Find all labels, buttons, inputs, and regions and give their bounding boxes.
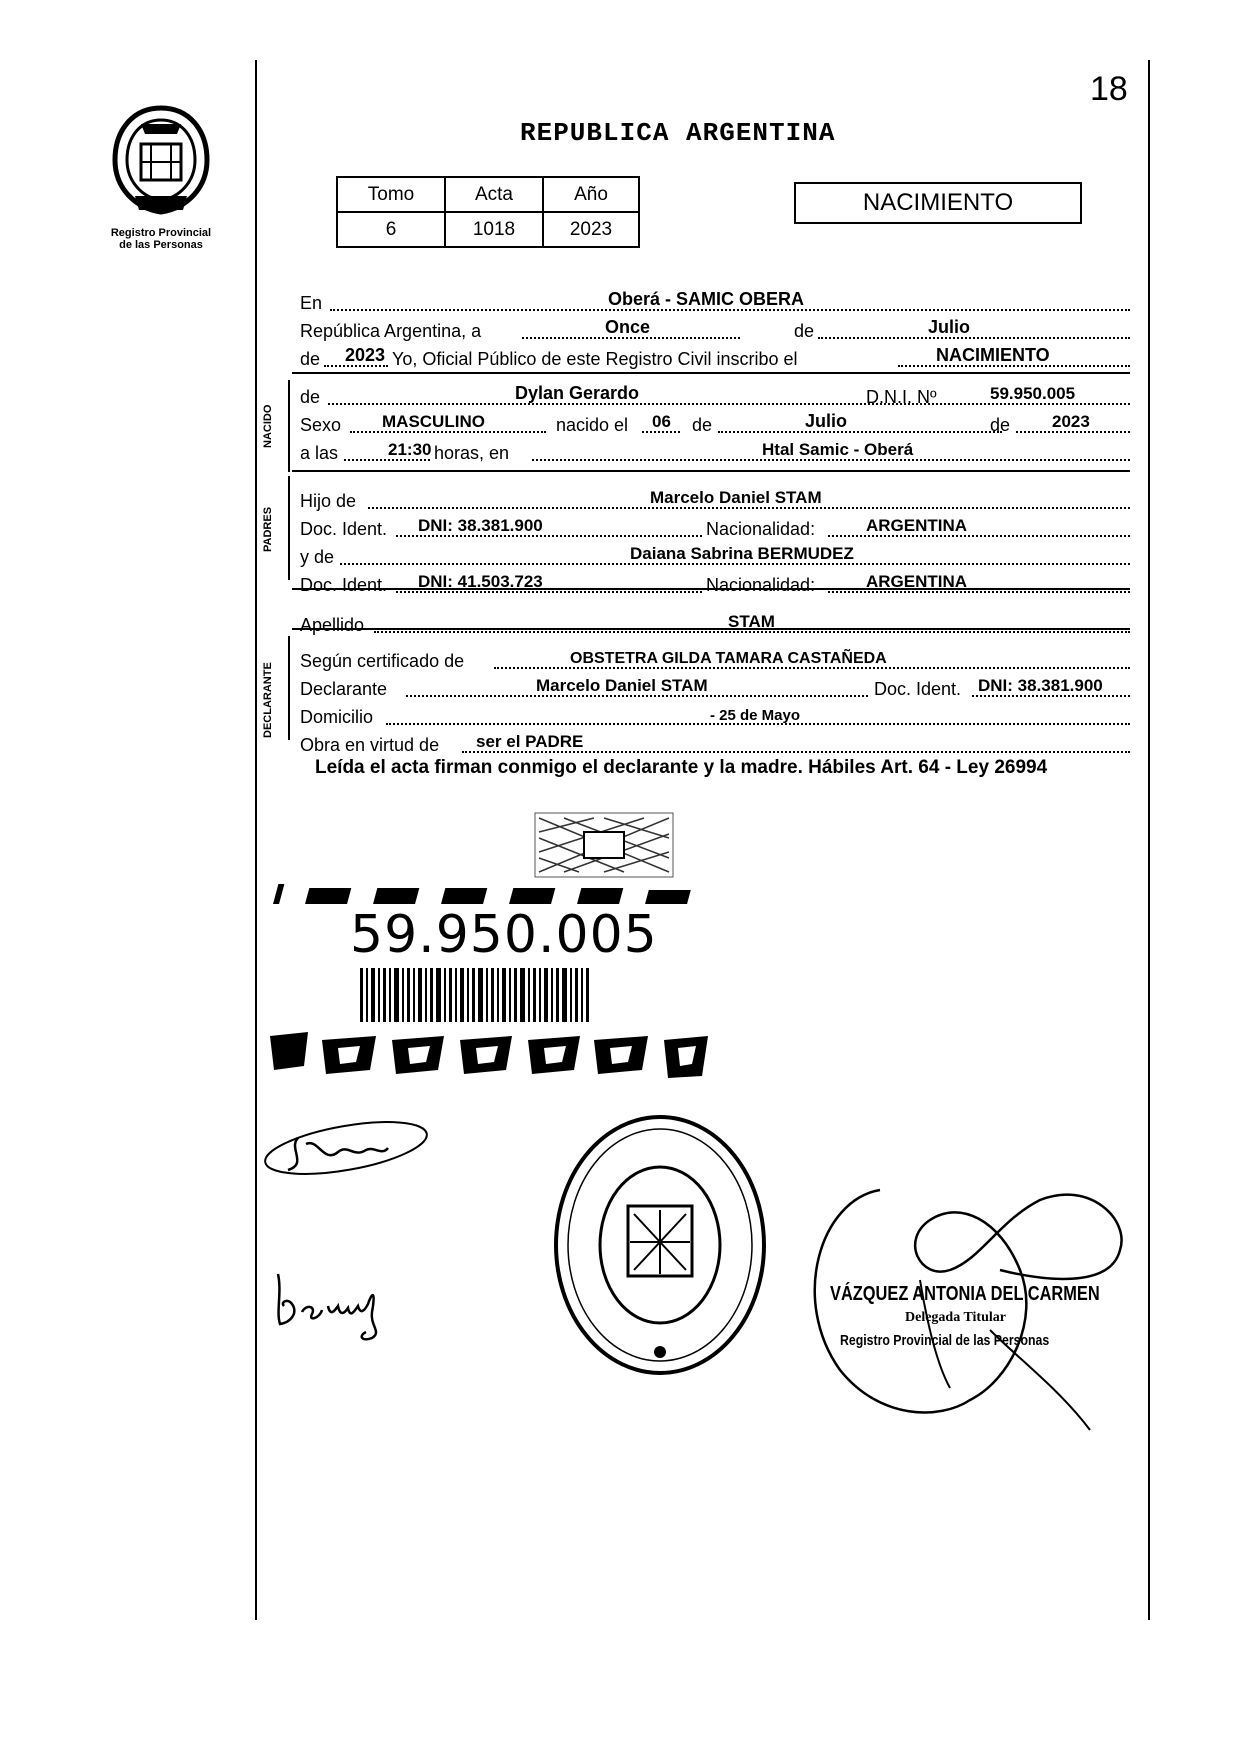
row-hijo-de xyxy=(300,490,1130,512)
header-anio: Año xyxy=(543,177,639,212)
de2-label: de xyxy=(300,349,321,369)
horas-label: horas, en xyxy=(434,443,510,463)
cert-label: Según certificado de xyxy=(300,651,465,671)
official-office: Registro Provincial de las Personas xyxy=(840,1332,1050,1349)
sticker-number: 59.950.005 xyxy=(350,905,658,965)
nacido-de-label: de xyxy=(300,387,321,407)
child-dni: 59.950.005 xyxy=(990,384,1076,403)
value-tomo: 6 xyxy=(337,212,445,247)
apellido-label: Apellido xyxy=(300,615,365,635)
cert-value: OBSTETRA GILDA TAMARA CASTAÑEDA xyxy=(570,650,887,667)
day-value: Once xyxy=(605,317,651,337)
official-role: Delegada Titular xyxy=(905,1310,1006,1325)
birth-month: Julio xyxy=(805,411,848,431)
header-acta: Acta xyxy=(445,177,543,212)
father-doc-label: Doc. Ident. xyxy=(300,519,388,539)
value-anio: 2023 xyxy=(543,212,639,247)
registry-logo xyxy=(96,104,226,251)
coat-of-arms-icon xyxy=(111,104,211,222)
domicilio-label: Domicilio xyxy=(300,707,374,727)
header-tomo: Tomo xyxy=(337,177,445,212)
row-y-de xyxy=(300,546,1130,568)
republica-label: República Argentina, a xyxy=(300,321,482,341)
nacido-de3-label: de xyxy=(990,415,1011,435)
mother-doc: DNI: 41.503.723 xyxy=(418,572,543,591)
de-label: de xyxy=(794,321,815,341)
birth-time: 21:30 xyxy=(388,440,432,459)
mother-signature-icon xyxy=(262,1262,412,1342)
act-type-box: NACIMIENTO xyxy=(794,182,1082,224)
barcode-icon xyxy=(360,968,590,1022)
y-de-label: y de xyxy=(300,547,335,567)
row-apellido xyxy=(300,614,1130,636)
apellido-value: STAM xyxy=(728,612,775,631)
month-value: Julio xyxy=(928,317,971,337)
official-stamp-icon xyxy=(550,1110,770,1380)
reference-table xyxy=(336,176,640,248)
row-obra xyxy=(300,734,1130,756)
domicilio-value: - 25 de Mayo xyxy=(710,707,801,724)
logo-label-line2: de las Personas xyxy=(119,239,203,251)
yo-text: Yo, Oficial Público de este Registro Civil inscribo el xyxy=(392,349,798,369)
father-nat-label: Nacionalidad: xyxy=(706,519,816,539)
father-doc: DNI: 38.381.900 xyxy=(418,516,543,535)
section-nacido-label: NACIDO xyxy=(262,404,274,448)
en-value: Oberá - SAMIC OBERA xyxy=(608,289,805,309)
row-nacido-hora xyxy=(300,442,1130,464)
hijo-de-label: Hijo de xyxy=(300,491,357,511)
mother-doc-label: Doc. Ident. xyxy=(300,575,388,595)
official-name: VÁZQUEZ ANTONIA DEL CARMEN xyxy=(830,1283,1100,1305)
declarante-value: Marcelo Daniel STAM xyxy=(536,676,708,695)
declarante-label: Declarante xyxy=(300,679,388,699)
nacido-el-label: nacido el xyxy=(556,415,629,435)
birth-place: Htal Samic - Oberá xyxy=(762,440,914,459)
birth-day: 06 xyxy=(652,412,671,431)
birth-year: 2023 xyxy=(1052,412,1090,431)
a-las-label: a las xyxy=(300,443,339,463)
logo-label-line1: Registro Provincial xyxy=(110,227,212,239)
right-margin-line xyxy=(1148,60,1150,1620)
row-declarante xyxy=(300,678,1130,700)
sexo-label: Sexo xyxy=(300,415,342,435)
row-father-doc xyxy=(300,518,1130,540)
row-nacido-sexo xyxy=(300,411,1130,436)
nacido-de2-label: de xyxy=(692,415,713,435)
security-hologram-icon xyxy=(534,812,674,878)
declarante-doc: DNI: 38.381.900 xyxy=(978,676,1103,695)
section-padres-label: PADRES xyxy=(262,506,274,552)
declarante-doc-label: Doc. Ident. xyxy=(874,679,962,699)
row-certificado xyxy=(300,650,1130,672)
father-nationality: ARGENTINA xyxy=(866,516,968,535)
obra-value: ser el PADRE xyxy=(476,732,584,751)
document-title: REPUBLICA ARGENTINA xyxy=(520,118,836,148)
row-mother-doc xyxy=(300,574,1130,596)
sticker-pattern-bottom-icon xyxy=(268,1026,728,1082)
row-year xyxy=(300,345,1130,370)
row-republica xyxy=(300,317,1130,342)
section-declarante-label: DECLARANTE xyxy=(262,662,274,738)
child-name: Dylan Gerardo xyxy=(515,383,640,403)
act-note: Leída el acta firman conmigo el declarante y la madre. Hábiles Art. 64 - Ley 26994 xyxy=(315,757,1048,778)
father-name: Marcelo Daniel STAM xyxy=(650,488,822,507)
mother-nationality: ARGENTINA xyxy=(866,572,968,591)
left-margin-line xyxy=(255,60,257,1620)
en-label: En xyxy=(300,293,323,313)
mother-name: Daiana Sabrina BERMUDEZ xyxy=(630,544,854,563)
row-en xyxy=(300,289,1130,314)
mother-nat-label: Nacionalidad: xyxy=(706,575,816,595)
page-number: 18 xyxy=(1090,70,1128,108)
year-value: 2023 xyxy=(345,345,386,365)
inscribe-value: NACIMIENTO xyxy=(936,345,1050,365)
dni-label: D.N.I. Nº xyxy=(866,387,937,407)
row-nacido-name xyxy=(300,383,1130,408)
value-acta: 1018 xyxy=(445,212,543,247)
sexo-value: MASCULINO xyxy=(382,412,485,431)
row-domicilio xyxy=(300,706,1130,728)
obra-label: Obra en virtud de xyxy=(300,735,440,755)
declarant-signature-icon xyxy=(258,1108,438,1188)
